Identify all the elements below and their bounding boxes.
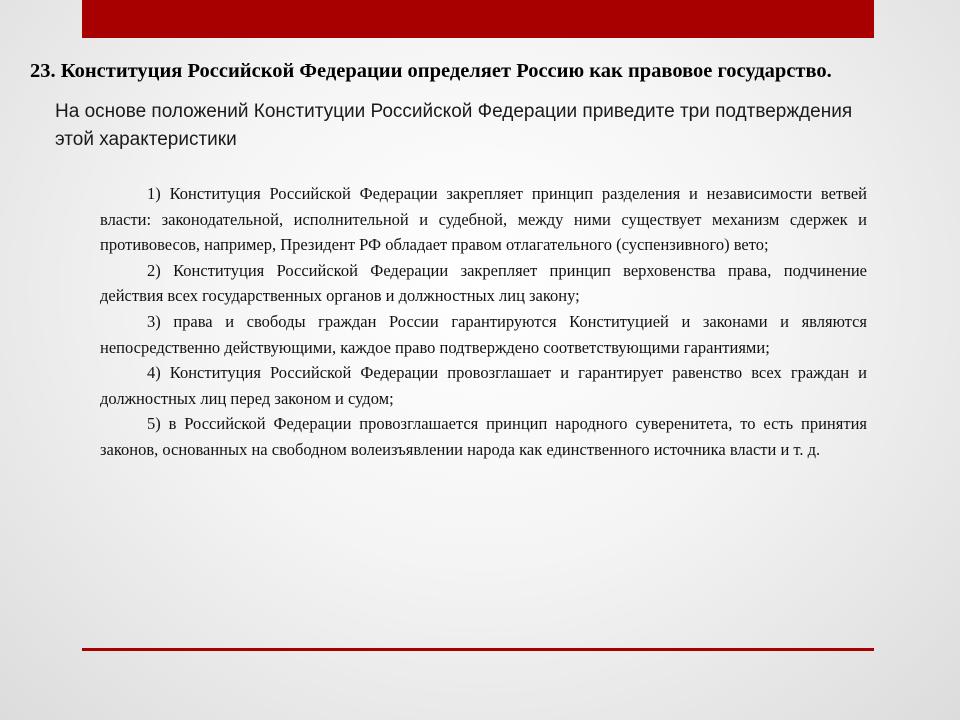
task-subtitle: На основе положений Конституции Российской Федерации приведите три подтверждения этой характеристики (55, 101, 853, 150)
page-title: 23. Конституция Российской Федерации определяет Россию как правовое государство. (30, 60, 832, 82)
bottom-divider (82, 648, 874, 651)
answer-item-5: 5) в Российской Федерации провозглашается принцип народного суверенитета, то есть принятия законов, основанных на свободном волеизъявлении народа как единственного источника власти и т. д. (100, 414, 867, 459)
answer-list (100, 181, 867, 463)
answer-item-4: 4) Конституция Российской Федерации провозглашает и гарантирует равенство всех граждан и должностных лиц перед законом и судом; (100, 363, 867, 408)
answer-item-1: 1) Конституция Российской Федерации закрепляет принцип разделения и независимости ветвей власти: законодательной, исполнительной и судебной, между ними существует механизм сдержек и противовесов, например, Президент РФ обладает правом отлагательного (суспензивного) вето; (100, 184, 867, 255)
answer-item-3: 3) права и свободы граждан России гарантируются Конституцией и законами и являются непосредственно действующими, каждое право подтверждено соответствующими гарантиями; (100, 311, 867, 357)
top-accent-bar (82, 0, 874, 38)
answer-item-2: 2) Конституция Российской Федерации закрепляет принцип верховенства права, подчинение действия всех государственных органов и должностных лиц закону; (100, 260, 867, 306)
